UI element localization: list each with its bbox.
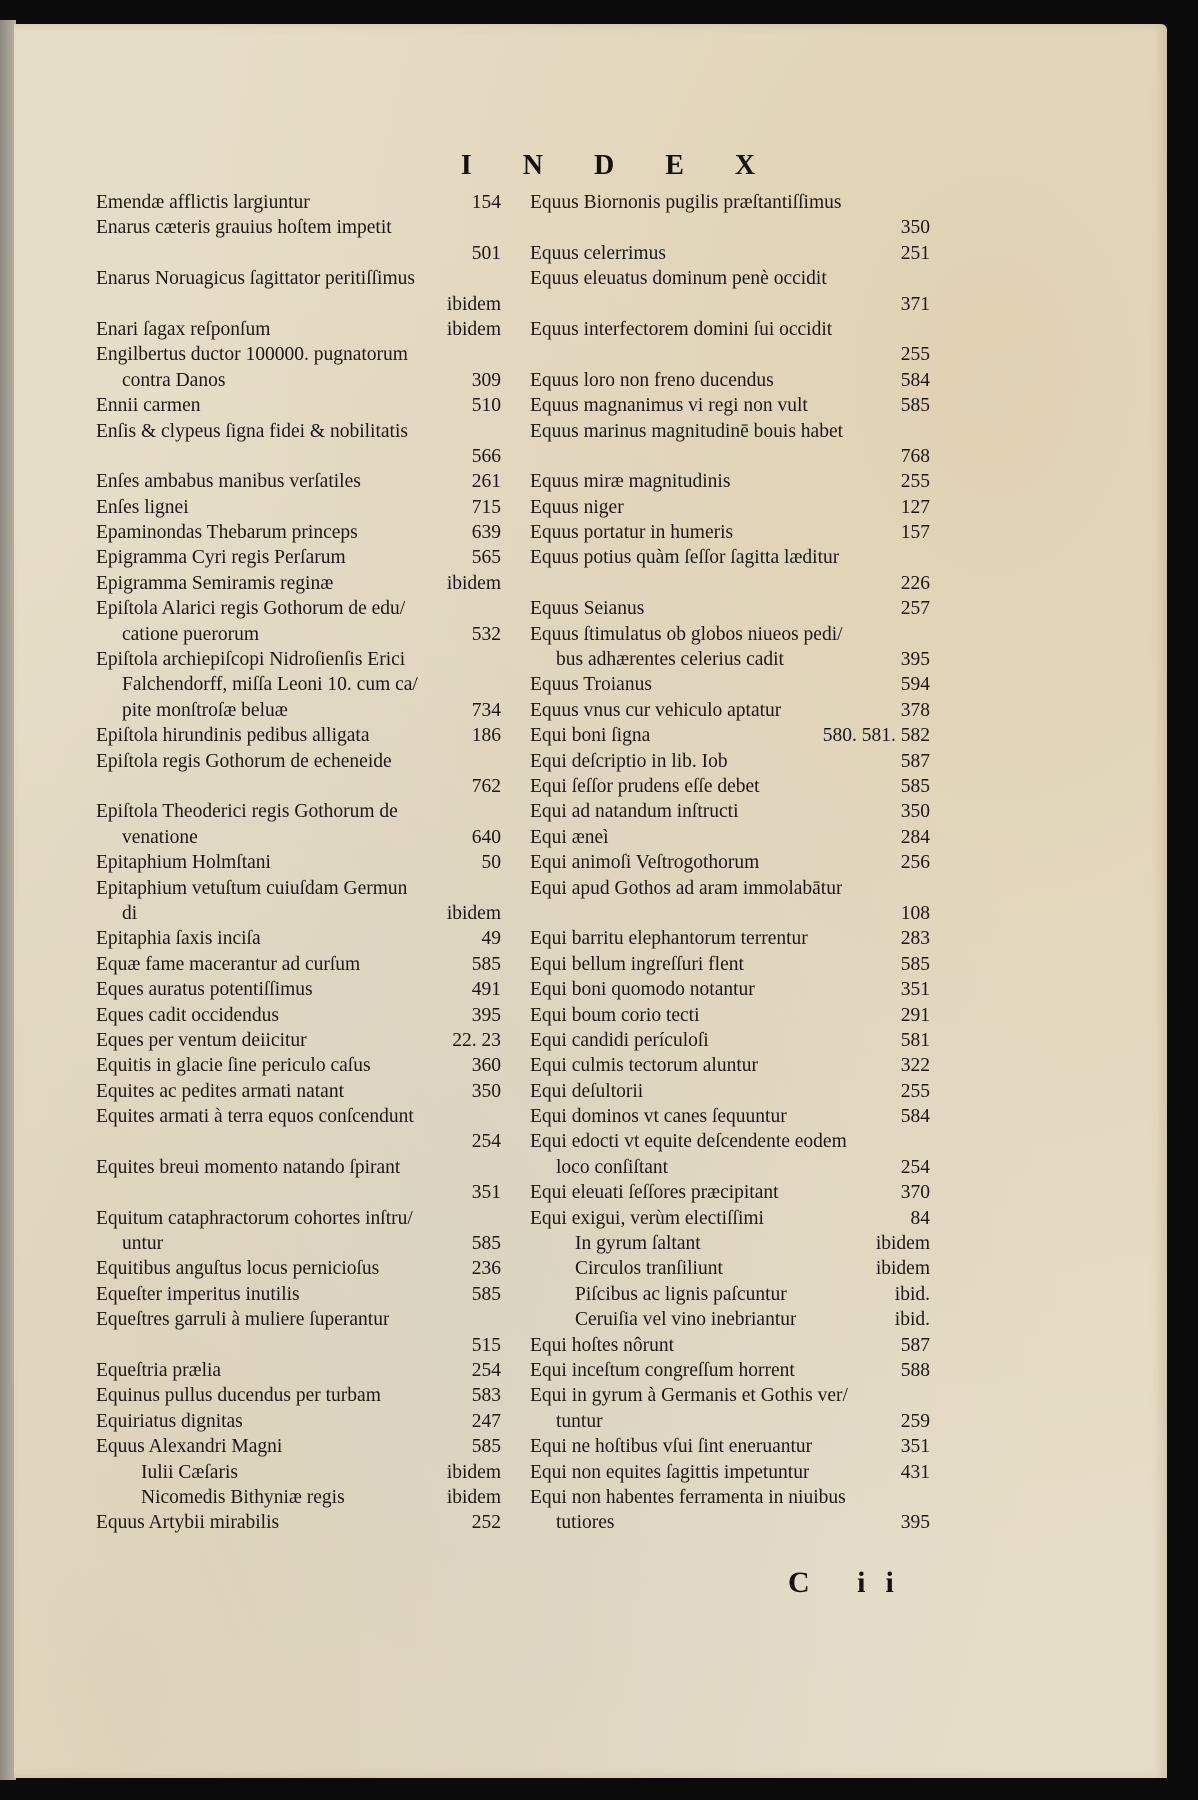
index-entry xyxy=(96,1383,501,1408)
entry-page-ref: 255 xyxy=(900,1080,930,1102)
index-entry xyxy=(96,241,501,266)
entry-text: Epigramma Semiramis reginæ xyxy=(96,572,334,594)
index-entry xyxy=(530,876,930,901)
entry-text: Epigramma Cyri regis Perſarum xyxy=(96,547,346,569)
entry-text: Equus Troianus xyxy=(530,674,652,696)
entry-page-ref: 226 xyxy=(900,572,930,594)
entry-page-ref: 254 xyxy=(471,1359,501,1381)
entry-text: Equi animoſi Veſtrogothorum xyxy=(530,852,760,874)
entry-text: Epiſtola Alarici regis Gothorum de edu/ xyxy=(96,598,406,620)
index-entry xyxy=(96,1460,501,1485)
entry-page-ref: 256 xyxy=(900,852,930,874)
entry-text: venatione xyxy=(122,826,198,848)
index-entry xyxy=(530,571,930,596)
entry-page-ref: 431 xyxy=(900,1461,930,1483)
entry-text: Equi æneì xyxy=(530,826,609,848)
header-letter: I xyxy=(460,150,494,181)
entry-text: Iulii Cæſaris xyxy=(141,1461,238,1483)
index-entry xyxy=(96,1206,501,1231)
index-entry xyxy=(96,1434,501,1459)
entry-text: pite monſtroſæ beluæ xyxy=(122,699,288,721)
index-entry xyxy=(530,647,930,672)
index-entry xyxy=(96,774,501,799)
entry-page-ref: ibidem xyxy=(446,572,501,594)
entry-page-ref: 257 xyxy=(900,598,930,620)
entry-page-ref: 49 xyxy=(481,928,501,950)
header-letter: D xyxy=(593,150,637,181)
entry-text: Equi ne hoſtibus vſui ſint eneruantur xyxy=(530,1436,813,1458)
entry-page-ref: 259 xyxy=(900,1410,930,1432)
entry-page-ref: 22. 23 xyxy=(452,1029,501,1051)
index-entry xyxy=(530,774,930,799)
entry-page-ref: 360 xyxy=(471,1055,501,1077)
index-entry xyxy=(96,317,501,342)
index-entry xyxy=(530,520,930,545)
index-entry xyxy=(96,1180,501,1205)
index-entry xyxy=(530,1409,930,1434)
index-entry xyxy=(530,342,930,367)
entry-text: Eques auratus potentiſſimus xyxy=(96,979,313,1001)
entry-text: Equeſtria prælia xyxy=(96,1359,222,1381)
entry-text: Equi ad natandum inſtructi xyxy=(530,801,739,823)
index-entry xyxy=(96,1485,501,1510)
index-entry xyxy=(96,342,501,367)
index-entry xyxy=(96,1155,501,1180)
entry-page-ref: 585 xyxy=(471,953,501,975)
entry-text: Equus loro non freno ducendus xyxy=(530,369,774,391)
index-entry xyxy=(530,292,930,317)
entry-text: Equus magnanimus vi regi non vult xyxy=(530,395,808,417)
entry-page-ref: 580. 581. 582 xyxy=(822,725,930,747)
entry-page-ref: 594 xyxy=(900,674,930,696)
index-entry xyxy=(530,190,930,215)
entry-page-ref: 247 xyxy=(471,1410,501,1432)
index-entry xyxy=(96,1358,501,1383)
entry-page-ref: ibidem xyxy=(446,318,501,340)
index-entry xyxy=(530,317,930,342)
index-entry xyxy=(96,1333,501,1358)
entry-text: Enſes ambabus manibus verſatiles xyxy=(96,471,361,493)
index-entry xyxy=(96,977,501,1002)
entry-text: Equus niger xyxy=(530,496,624,518)
entry-page-ref: 378 xyxy=(900,699,930,721)
index-entry xyxy=(530,1206,930,1231)
index-entry xyxy=(530,596,930,621)
index-entry xyxy=(530,1333,930,1358)
entry-page-ref: 84 xyxy=(910,1207,930,1229)
index-entry xyxy=(96,647,501,672)
entry-page-ref: 127 xyxy=(900,496,930,518)
entry-text: Equi hoſtes nôrunt xyxy=(530,1334,675,1356)
entry-text: catione puerorum xyxy=(122,623,259,645)
entry-text: Equi non equites ſagittis impetuntur xyxy=(530,1461,810,1483)
index-entry xyxy=(530,1155,930,1180)
index-entry xyxy=(96,1510,501,1535)
entry-text: Circulos tranſiliunt xyxy=(575,1258,723,1280)
entry-page-ref: ibidem xyxy=(446,1461,501,1483)
entry-page-ref: ibidem xyxy=(875,1258,930,1280)
entry-text: Equi candidi perículoſi xyxy=(530,1029,709,1051)
entry-page-ref: 186 xyxy=(471,725,501,747)
entry-text: Equi deſultorii xyxy=(530,1080,644,1102)
entry-page-ref: 351 xyxy=(471,1182,501,1204)
entry-page-ref: 565 xyxy=(471,547,501,569)
entry-text: Enſis & clypeus ſigna fidei & nobilitatis xyxy=(96,420,408,442)
entry-page-ref: 588 xyxy=(900,1359,930,1381)
entry-text: Equitibus anguſtus locus pernicioſus xyxy=(96,1258,380,1280)
entry-page-ref: 395 xyxy=(471,1004,501,1026)
entry-page-ref: 254 xyxy=(900,1156,930,1178)
entry-page-ref: 284 xyxy=(900,826,930,848)
entry-page-ref: ibid. xyxy=(894,1283,930,1305)
header-letter: E xyxy=(665,150,706,181)
entry-text: Epitaphium Holmſtani xyxy=(96,852,271,874)
entry-page-ref: 762 xyxy=(471,775,501,797)
entry-page-ref: 351 xyxy=(900,1436,930,1458)
index-entry xyxy=(530,1129,930,1154)
index-entry xyxy=(96,545,501,570)
entry-page-ref: ibidem xyxy=(446,1486,501,1508)
entry-text: untur xyxy=(122,1233,164,1255)
index-entry xyxy=(530,1053,930,1078)
index-entry xyxy=(96,393,501,418)
index-entry xyxy=(530,799,930,824)
entry-page-ref: 255 xyxy=(900,344,930,366)
index-entry xyxy=(530,825,930,850)
entry-text: Equi culmis tectorum aluntur xyxy=(530,1055,758,1077)
entry-page-ref: ibidem xyxy=(875,1233,930,1255)
entry-page-ref: 501 xyxy=(471,242,501,264)
index-entry xyxy=(530,266,930,291)
entry-page-ref: 768 xyxy=(900,445,930,467)
entry-text: Eques per ventum deiicitur xyxy=(96,1029,307,1051)
index-entry xyxy=(96,672,501,697)
entry-text: di xyxy=(122,902,138,924)
header-letter: X xyxy=(734,150,778,181)
index-entry xyxy=(530,1434,930,1459)
entry-text: Epaminondas Thebarum princeps xyxy=(96,522,358,544)
entry-page-ref: 583 xyxy=(471,1385,501,1407)
index-entry xyxy=(530,1231,930,1256)
entry-page-ref: 254 xyxy=(471,1131,501,1153)
index-entry xyxy=(530,1104,930,1129)
index-entry xyxy=(530,1256,930,1281)
index-entry xyxy=(530,469,930,494)
index-entry xyxy=(530,1383,930,1408)
index-entry xyxy=(96,571,501,596)
index-entry xyxy=(96,266,501,291)
entry-page-ref: 585 xyxy=(471,1436,501,1458)
entry-text: Equus marinus magnitudinē bouis habet xyxy=(530,420,844,442)
index-entry xyxy=(530,419,930,444)
entry-text: Equi dominos vt canes ſequuntur xyxy=(530,1106,787,1128)
index-entry xyxy=(530,926,930,951)
entry-text: Equitum cataphractorum cohortes inſtru/ xyxy=(96,1207,413,1229)
index-entry xyxy=(96,292,501,317)
entry-page-ref: 510 xyxy=(471,395,501,417)
entry-text: Equus Seianus xyxy=(530,598,645,620)
index-entry xyxy=(530,977,930,1002)
index-entry xyxy=(96,1053,501,1078)
index-entry xyxy=(530,1028,930,1053)
index-entry xyxy=(96,622,501,647)
entry-page-ref: 157 xyxy=(900,522,930,544)
entry-text: Equus potius quàm ſeſſor ſagitta læditur xyxy=(530,547,840,569)
index-entry xyxy=(530,850,930,875)
entry-page-ref: 566 xyxy=(471,445,501,467)
entry-text: Piſcibus ac lignis paſcuntur xyxy=(575,1283,787,1305)
index-entry xyxy=(96,1282,501,1307)
index-entry xyxy=(530,545,930,570)
entry-text: Equus eleuatus dominum penè occidit xyxy=(530,268,827,290)
index-entry xyxy=(96,876,501,901)
entry-page-ref: 640 xyxy=(471,826,501,848)
entry-text: Equi deſcriptio in lib. Iob xyxy=(530,750,728,772)
index-entry xyxy=(96,825,501,850)
entry-text: Equiriatus dignitas xyxy=(96,1410,243,1432)
entry-text: Epiſtola hirundinis pedibus alligata xyxy=(96,725,370,747)
entry-page-ref: 584 xyxy=(900,1106,930,1128)
header-letter: N xyxy=(522,150,565,181)
entry-page-ref: ibid. xyxy=(894,1309,930,1331)
entry-page-ref: 154 xyxy=(471,192,501,213)
index-entry xyxy=(96,520,501,545)
index-entry xyxy=(96,469,501,494)
entry-text: Equus portatur in humeris xyxy=(530,522,734,544)
index-entry xyxy=(530,952,930,977)
entry-text: Engilbertus ductor 100000. pugnatorum xyxy=(96,344,408,366)
entry-text: Eques cadit occidendus xyxy=(96,1004,280,1026)
entry-page-ref: 283 xyxy=(900,928,930,950)
entry-page-ref: 350 xyxy=(900,801,930,823)
entry-page-ref: 322 xyxy=(900,1055,930,1077)
entry-text: Nicomedis Bithyniæ regis xyxy=(141,1486,345,1508)
entry-text: Equi apud Gothos ad aram immolabātur xyxy=(530,877,843,899)
entry-text: Equites breui momento natando ſpirant xyxy=(96,1156,401,1178)
index-entry xyxy=(96,1079,501,1104)
index-entry xyxy=(96,1231,501,1256)
entry-text: Epiſtola regis Gothorum de echeneide xyxy=(96,750,392,772)
index-entry xyxy=(96,368,501,393)
entry-page-ref: 491 xyxy=(471,979,501,1001)
index-entry xyxy=(530,1003,930,1028)
entry-text: Equi boni ſigna xyxy=(530,725,651,747)
entry-page-ref: 371 xyxy=(900,293,930,315)
entry-text: tutiores xyxy=(556,1512,615,1534)
entry-text: Equi barritu elephantorum terrentur xyxy=(530,928,808,950)
entry-text: Equus Biornonis pugilis præſtantiſſimus xyxy=(530,192,842,213)
entry-text: Equeſter imperitus inutilis xyxy=(96,1283,300,1305)
entry-text: Equeſtres garruli à muliere ſuperantur xyxy=(96,1309,390,1331)
entry-text: Enarus cæteris grauius hoſtem impetit xyxy=(96,217,392,239)
entry-text: Equus miræ magnitudinis xyxy=(530,471,731,493)
entry-text: Equitis in glacie ſine periculo caſus xyxy=(96,1055,371,1077)
index-entry xyxy=(530,1358,930,1383)
index-entry xyxy=(96,495,501,520)
entry-text: bus adhærentes celerius cadit xyxy=(556,649,784,671)
index-entry xyxy=(96,596,501,621)
entry-text: Equi non habentes ferramenta in niuibus xyxy=(530,1486,846,1508)
entry-page-ref: 581 xyxy=(900,1029,930,1051)
index-entry xyxy=(96,1409,501,1434)
entry-text: Equi inceſtum congreſſum horrent xyxy=(530,1359,795,1381)
entry-text: Epitaphia ſaxis inciſa xyxy=(96,928,261,950)
entry-text: Falchendorff, miſſa Leoni 10. cum ca/ xyxy=(122,674,418,696)
index-entry xyxy=(530,241,930,266)
index-entry xyxy=(530,444,930,469)
index-entry xyxy=(96,1307,501,1332)
entry-page-ref: 291 xyxy=(900,1004,930,1026)
index-entry xyxy=(96,952,501,977)
entry-page-ref: 108 xyxy=(900,902,930,924)
index-entry xyxy=(96,419,501,444)
entry-page-ref: ibidem xyxy=(446,293,501,315)
index-entry xyxy=(530,368,930,393)
entry-text: Equi boni quomodo notantur xyxy=(530,979,755,1001)
entry-page-ref: 252 xyxy=(471,1512,501,1534)
index-entry xyxy=(96,799,501,824)
entry-text: Emendæ afflictis largiuntur xyxy=(96,192,310,213)
entry-text: Enſes lignei xyxy=(96,496,189,518)
entry-text: Ceruiſia vel vino inebriantur xyxy=(575,1309,797,1331)
index-entry xyxy=(530,1180,930,1205)
entry-text: Equites armati à terra equos conſcendunt xyxy=(96,1106,414,1128)
signature-mark: C ii xyxy=(788,1566,914,1599)
entry-text: Equi boum corio tecti xyxy=(530,1004,700,1026)
entry-page-ref: 639 xyxy=(471,522,501,544)
entry-page-ref: 251 xyxy=(900,242,930,264)
index-entry xyxy=(96,1256,501,1281)
entry-text: Enarus Noruagicus ſagittator peritiſſimus xyxy=(96,268,415,290)
index-entry xyxy=(530,1079,930,1104)
index-entry xyxy=(96,1028,501,1053)
entry-text: Equi in gyrum à Germanis et Gothis ver/ xyxy=(530,1385,848,1407)
index-entry xyxy=(96,749,501,774)
entry-text: Equus Artybii mirabilis xyxy=(96,1512,280,1534)
index-entry xyxy=(96,926,501,951)
index-column-left xyxy=(96,190,501,1536)
entry-text: Enari ſagax reſponſum xyxy=(96,318,271,340)
entry-page-ref: 715 xyxy=(471,496,501,518)
entry-text: Epiſtola archiepiſcopi Nidroſienſis Erici xyxy=(96,649,406,671)
entry-text: Equus celerrimus xyxy=(530,242,666,264)
entry-page-ref: 261 xyxy=(471,471,501,493)
entry-text: contra Danos xyxy=(122,369,226,391)
entry-page-ref: 587 xyxy=(900,750,930,772)
entry-page-ref: 236 xyxy=(471,1258,501,1280)
entry-page-ref: 585 xyxy=(900,395,930,417)
index-entry xyxy=(530,672,930,697)
entry-page-ref: 395 xyxy=(900,649,930,671)
index-entry xyxy=(96,723,501,748)
entry-page-ref: ibidem xyxy=(446,902,501,924)
entry-text: Equi bellum ingreſſuri flent xyxy=(530,953,744,975)
entry-text: Equinus pullus ducendus per turbam xyxy=(96,1385,381,1407)
entry-text: Equi edocti vt equite deſcendente eodem xyxy=(530,1131,847,1153)
entry-page-ref: 585 xyxy=(471,1283,501,1305)
entry-text: Equæ fame macerantur ad curſum xyxy=(96,953,361,975)
entry-page-ref: 584 xyxy=(900,369,930,391)
page-header-index xyxy=(0,150,1198,182)
index-entry xyxy=(530,1282,930,1307)
index-entry xyxy=(530,749,930,774)
entry-text: Equi eleuati ſeſſores præcipitant xyxy=(530,1182,779,1204)
entry-page-ref: 351 xyxy=(900,979,930,1001)
index-entry xyxy=(96,1104,501,1129)
entry-page-ref: 585 xyxy=(900,775,930,797)
index-entry xyxy=(530,1460,930,1485)
entry-page-ref: 255 xyxy=(900,471,930,493)
index-entry xyxy=(530,1510,930,1535)
entry-page-ref: 309 xyxy=(471,369,501,391)
index-entry xyxy=(96,901,501,926)
index-entry xyxy=(96,698,501,723)
index-entry xyxy=(530,1485,930,1510)
entry-page-ref: 585 xyxy=(900,953,930,975)
index-entry xyxy=(530,901,930,926)
index-entry xyxy=(530,698,930,723)
index-entry xyxy=(96,1129,501,1154)
entry-text: In gyrum ſaltant xyxy=(575,1233,701,1255)
index-entry xyxy=(530,1307,930,1332)
entry-text: Equi exigui, verùm electiſſimi xyxy=(530,1207,764,1229)
entry-page-ref: 395 xyxy=(900,1512,930,1534)
entry-text: Equus Alexandri Magni xyxy=(96,1436,283,1458)
entry-text: Equus vnus cur vehiculo aptatur xyxy=(530,699,782,721)
entry-page-ref: 370 xyxy=(900,1182,930,1204)
entry-page-ref: 587 xyxy=(900,1334,930,1356)
index-entry xyxy=(96,190,501,215)
entry-text: Epitaphium vetuſtum cuiuſdam Germun xyxy=(96,877,408,899)
entry-text: Equus ſtimulatus ob globos niueos pedi/ xyxy=(530,623,843,645)
entry-text: Ennii carmen xyxy=(96,395,201,417)
entry-page-ref: 515 xyxy=(471,1334,501,1356)
entry-text: tuntur xyxy=(556,1410,603,1432)
index-entry xyxy=(96,1003,501,1028)
index-entry xyxy=(96,444,501,469)
index-column-right xyxy=(530,190,930,1536)
entry-text: Equi ſeſſor prudens eſſe debet xyxy=(530,775,760,797)
index-entry xyxy=(530,622,930,647)
entry-page-ref: 350 xyxy=(471,1080,501,1102)
entry-page-ref: 585 xyxy=(471,1233,501,1255)
index-entry xyxy=(96,215,501,240)
entry-page-ref: 734 xyxy=(471,699,501,721)
index-entry xyxy=(530,495,930,520)
entry-page-ref: 50 xyxy=(481,852,501,874)
entry-text: Epiſtola Theoderici regis Gothorum de xyxy=(96,801,398,823)
index-entry xyxy=(96,850,501,875)
entry-text: Equites ac pedites armati natant xyxy=(96,1080,344,1102)
index-entry xyxy=(530,393,930,418)
entry-page-ref: 532 xyxy=(471,623,501,645)
index-entry xyxy=(530,215,930,240)
entry-text: Equus interfectorem domini ſui occidit xyxy=(530,318,833,340)
entry-text: loco conſiſtant xyxy=(556,1156,669,1178)
entry-page-ref: 350 xyxy=(900,217,930,239)
index-entry xyxy=(530,723,930,748)
